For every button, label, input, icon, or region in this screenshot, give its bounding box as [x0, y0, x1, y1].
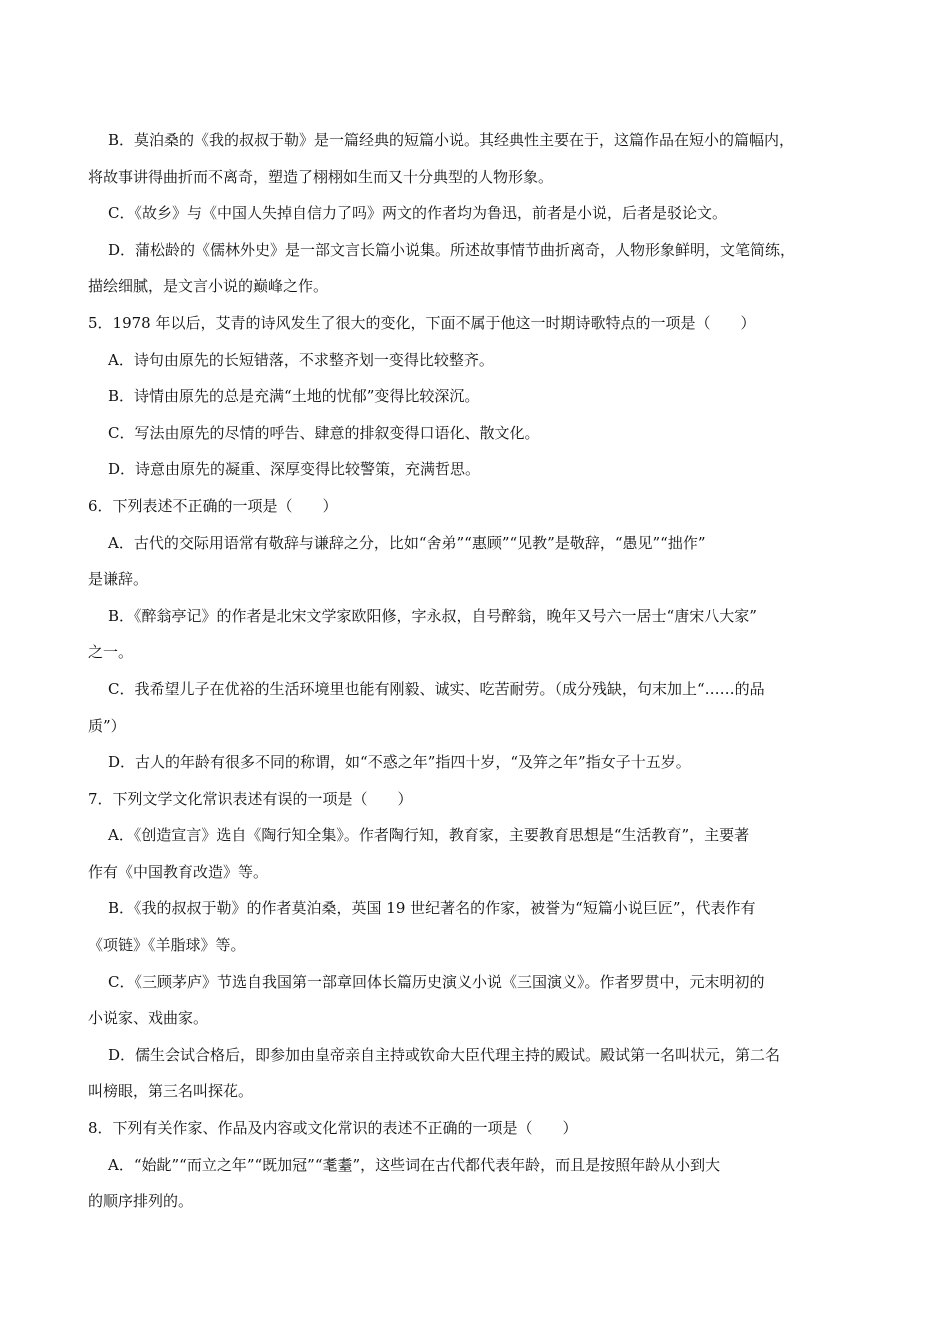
- option-b-q7-line2: 《项链》《羊脂球》等。: [88, 936, 246, 955]
- option-c-q6-line2: 质”）: [88, 716, 126, 735]
- option-c-q7-line1: C．《三顾茅庐》节选自我国第一部章回体长篇历史演义小说《三国演义》。作者罗贯中，元末明初的: [108, 972, 765, 991]
- option-d-q5: D．诗意由原先的凝重、深厚变得比较警策，充满哲思。: [108, 460, 481, 479]
- option-d-q6: D．古人的年龄有很多不同的称谓，如“不惑之年”指四十岁，“及笄之年”指女子十五岁。: [108, 753, 691, 772]
- option-b-q6-line1: B．《醉翁亭记》的作者是北宋文学家欧阳修，字永叔，自号醉翁，晚年又号六一居士“唐宋八大家”: [108, 606, 757, 625]
- option-a-q6-line1: A．古代的交际用语常有敬辞与谦辞之分，比如“舍弟”“惠顾”“见教”是敬辞，“愚见”“拙作”: [108, 533, 706, 552]
- option-c-q6-line1: C．我希望儿子在优裕的生活环境里也能有刚毅、诚实、吃苦耐劳。（成分残缺，句末加上“……的品: [108, 679, 765, 698]
- option-b-q5: B．诗情由原先的总是充满“土地的忧郁”变得比较深沉。: [108, 387, 480, 406]
- option-c-q5: C．写法由原先的尽情的呼告、肆意的排叙变得口语化、散文化。: [108, 423, 540, 442]
- option-d-q7-line1: D．儒生会试合格后，即参加由皇帝亲自主持或钦命大臣代理主持的殿试。殿试第一名叫状元，第二名: [108, 1045, 781, 1064]
- question-6: 6．下列表述不正确的一项是（ ）: [88, 496, 338, 515]
- option-a-q8-line1: A．“始龀”“而立之年”“既加冠”“耄耋”，这些词在古代都代表年龄，而且是按照年龄从小到大: [108, 1155, 721, 1174]
- question-5: 5．1978 年以后，艾青的诗风发生了很大的变化，下面不属于他这一时期诗歌特点的一项是（ ）: [88, 313, 756, 332]
- option-d-q4-line2: 描绘细腻，是文言小说的巅峰之作。: [88, 277, 329, 296]
- option-a-q7-line1: A．《创造宣言》选自《陶行知全集》。作者陶行知，教育家，主要教育思想是“生活教育”，主要著: [108, 826, 750, 845]
- option-a-q8-line2: 的顺序排列的。: [88, 1192, 194, 1211]
- option-c-q4: C．《故乡》与《中国人失掉自信力了吗》两文的作者均为鲁迅，前者是小说，后者是驳论文。: [108, 204, 727, 223]
- question-7: 7．下列文学文化常识表述有误的一项是（ ）: [88, 789, 413, 808]
- document-body: [88, 122, 863, 1220]
- option-a-q7-line2: 作有《中国教育改造》等。: [88, 862, 269, 881]
- option-b-q4-line1: B．莫泊桑的《我的叔叔于勒》是一篇经典的短篇小说。其经典性主要在于，这篇作品在短小的篇幅内，: [108, 131, 795, 149]
- option-b-q6-line2: 之一。: [88, 643, 134, 662]
- option-a-q5: A．诗句由原先的长短错落，不求整齐划一变得比较整齐。: [108, 350, 494, 369]
- option-c-q7-line2: 小说家、戏曲家。: [88, 1009, 209, 1028]
- option-d-q4-line1: D．蒲松龄的《儒林外史》是一部文言长篇小说集。所述故事情节曲折离奇，人物形象鲜明，文笔简练，: [108, 240, 796, 259]
- option-b-q7-line1: B．《我的叔叔于勒》的作者莫泊桑，英国 19 世纪著名的作家，被誉为“短篇小说巨匠”，代表作有: [108, 899, 756, 918]
- option-b-q4-line2: 将故事讲得曲折而不离奇，塑造了栩栩如生而又十分典型的人物形象。: [88, 167, 554, 186]
- option-a-q6-line2: 是谦辞。: [88, 570, 149, 589]
- question-8: 8．下列有关作家、作品及内容或文化常识的表述不正确的一项是（ ）: [88, 1119, 578, 1138]
- option-d-q7-line2: 叫榜眼，第三名叫探花。: [88, 1082, 254, 1101]
